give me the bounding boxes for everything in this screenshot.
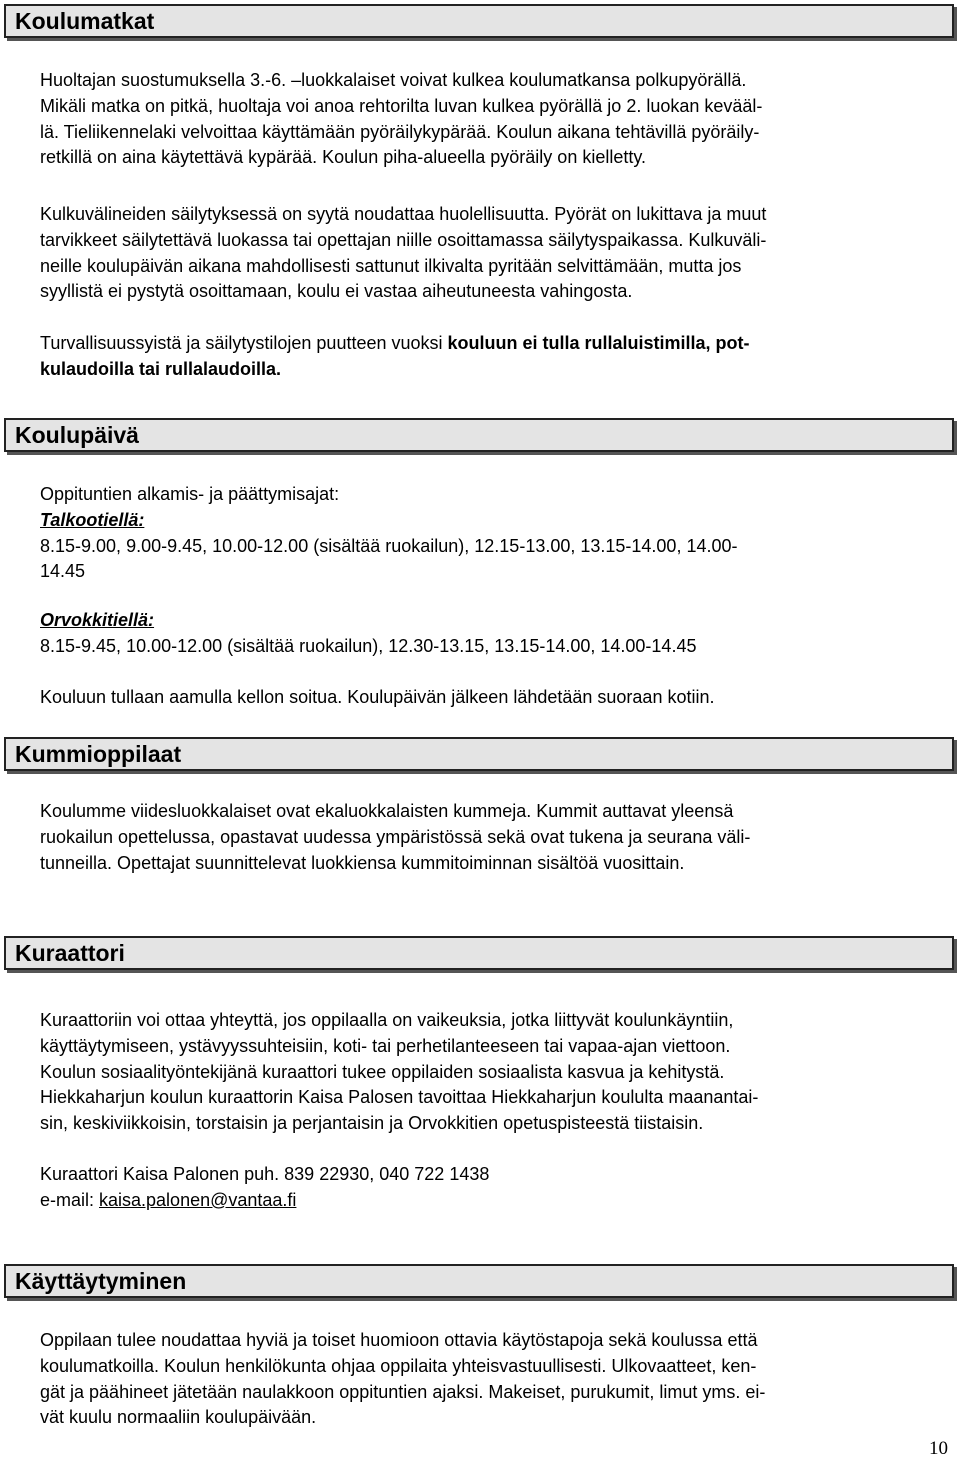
text-normal: Turvallisuussyistä ja säilytystilojen puutteen vuoksi (40, 333, 448, 353)
text-line: neille koulupäivän aikana mahdollisesti sattunut ilkivalta pyritään selvittämään, mutta jos (40, 255, 742, 276)
text-line: syyllistä ei pystytä osoittamaan, koulu ei vastaa aiheutuneesta vahingosta. (40, 281, 633, 302)
talkootie-label: Talkootiellä: (40, 509, 145, 530)
text-line: Koulumme viidesluokkalaiset ovat ekaluokkalaisten kummeja. Kummit auttavat yleensä (40, 801, 734, 821)
text-line: koulumatkoilla. Koulun henkilökunta ohjaa oppilaita yhteisvastuullisesti. Ulkovaatteet, ken- (40, 1355, 757, 1376)
text-line: Hiekkaharjun koulun kuraattorin Kaisa Palosen tavoittaa Hiekkaharjun koululta maanantai- (40, 1087, 759, 1108)
text-line: 8.15-9.00, 9.00-9.45, 10.00-12.00 (sisältää ruokailun), 12.15-13.00, 13.15-14.00, 14.00- (40, 535, 738, 556)
section-heading-kummioppilaat: Kummioppilaat (4, 737, 954, 771)
orvokkitie-label: Orvokkitiellä: (40, 610, 155, 630)
paragraph-counselor (40, 1008, 930, 1137)
paragraph-counselor-contact (40, 1162, 930, 1214)
page-number: 10 (929, 1438, 948, 1459)
text-line: sin, keskiviikkoisin, torstaisin ja perjantaisin ja Orvokkitien opetuspisteestä tiistaisin. (40, 1113, 704, 1134)
text-line: Huoltajan suostumuksella 3.-6. –luokkalaiset voivat kulkea koulumatkansa polkupyörällä. (40, 70, 747, 90)
text-line: Kulkuvälineiden säilytyksessä on syytä noudattaa huolellisuutta. Pyörät on lukittava ja muut (40, 204, 767, 224)
text-line: 8.15-9.45, 10.00-12.00 (sisältää ruokailun), 12.30-13.15, 13.15-14.00, 14.00-14.45 (40, 635, 697, 656)
text-line: käyttäytymiseen, ystävyyssuhteisiin, koti- tai perhetilanteeseen tai vapaa-ajan viettoon. (40, 1035, 731, 1056)
text-line: ruokailun opettelussa, opastavat uudessa ympäristössä sekä ovat tukena ja seurana väli- (40, 826, 751, 847)
email-label: e-mail: (40, 1189, 100, 1210)
text-line: tarvikkeet säilytettävä luokassa tai opettajan niille osoittamassa säilytyspaikassa. Kulkuväli- (40, 229, 767, 250)
section-heading-koulupaiva: Koulupäivä (4, 418, 954, 452)
text-emphasis: kulaudoilla tai rullalaudoilla. (40, 358, 282, 379)
text-line: retkillä on aina käytettävä kypärää. Koulun piha-alueella pyöräily on kielletty. (40, 147, 647, 168)
text-line: Koulun sosiaalityöntekijänä kuraattori tukee oppilaiden sosiaalista kasvua ja kehitystä. (40, 1061, 725, 1082)
text-line: Kuraattoriin voi ottaa yhteyttä, jos oppilaalla on vaikeuksia, jotka liittyvät koulunkäyntiin, (40, 1010, 734, 1030)
contact-line: Kuraattori Kaisa Palonen puh. 839 22930, 040 722 1438 (40, 1164, 490, 1184)
email-line (40, 1188, 930, 1214)
text-line: Oppilaan tulee noudattaa hyviä ja toiset huomioon ottavia käytöstapoja sekä koulussa että (40, 1330, 758, 1350)
email-link[interactable]: kaisa.palonen@vantaa.fi (99, 1189, 297, 1210)
section-heading-kuraattori: Kuraattori (4, 936, 954, 970)
text-line (40, 331, 930, 357)
paragraph-behaviour (40, 1328, 930, 1431)
paragraph-bike-permission (40, 68, 930, 171)
section-heading-kayttaytyminen: Käyttäytyminen (4, 1264, 954, 1298)
text-line: Oppituntien alkamis- ja päättymisajat: (40, 484, 340, 504)
text-line: Kouluun tullaan aamulla kellon soitua. Koulupäivän jälkeen lähdetään suoraan kotiin. (40, 687, 715, 707)
text-line: 14.45 (40, 561, 86, 582)
paragraph-lesson-times (40, 482, 930, 585)
paragraph-mentors (40, 799, 930, 876)
paragraph-vehicle-storage (40, 202, 930, 305)
paragraph-no-skates (40, 331, 930, 383)
text-line: gät ja päähineet jätetään naulakkoon oppituntien ajaksi. Makeiset, purukumit, limut yms. ei- (40, 1381, 766, 1402)
text-line: vät kuulu normaaliin koulupäivään. (40, 1407, 317, 1428)
text-line: tunneilla. Opettajat suunnittelevat luokkiensa kummitoiminnan sisältöä vuosittain. (40, 852, 685, 873)
text-emphasis: kouluun ei tulla rullaluistimilla, pot- (447, 333, 750, 353)
section-heading-koulumatkat: Koulumatkat (4, 4, 954, 38)
paragraph-school-arrival (40, 685, 930, 711)
paragraph-orvokkitie-times (40, 608, 930, 660)
text-line: Mikäli matka on pitkä, huoltaja voi anoa rehtorilta luvan kulkea pyörällä jo 2. luokan kevääl- (40, 95, 763, 116)
text-line: lä. Tieliikennelaki velvoittaa käyttämään pyöräilykypärää. Koulun aikana tehtävillä pyöräily- (40, 121, 760, 142)
